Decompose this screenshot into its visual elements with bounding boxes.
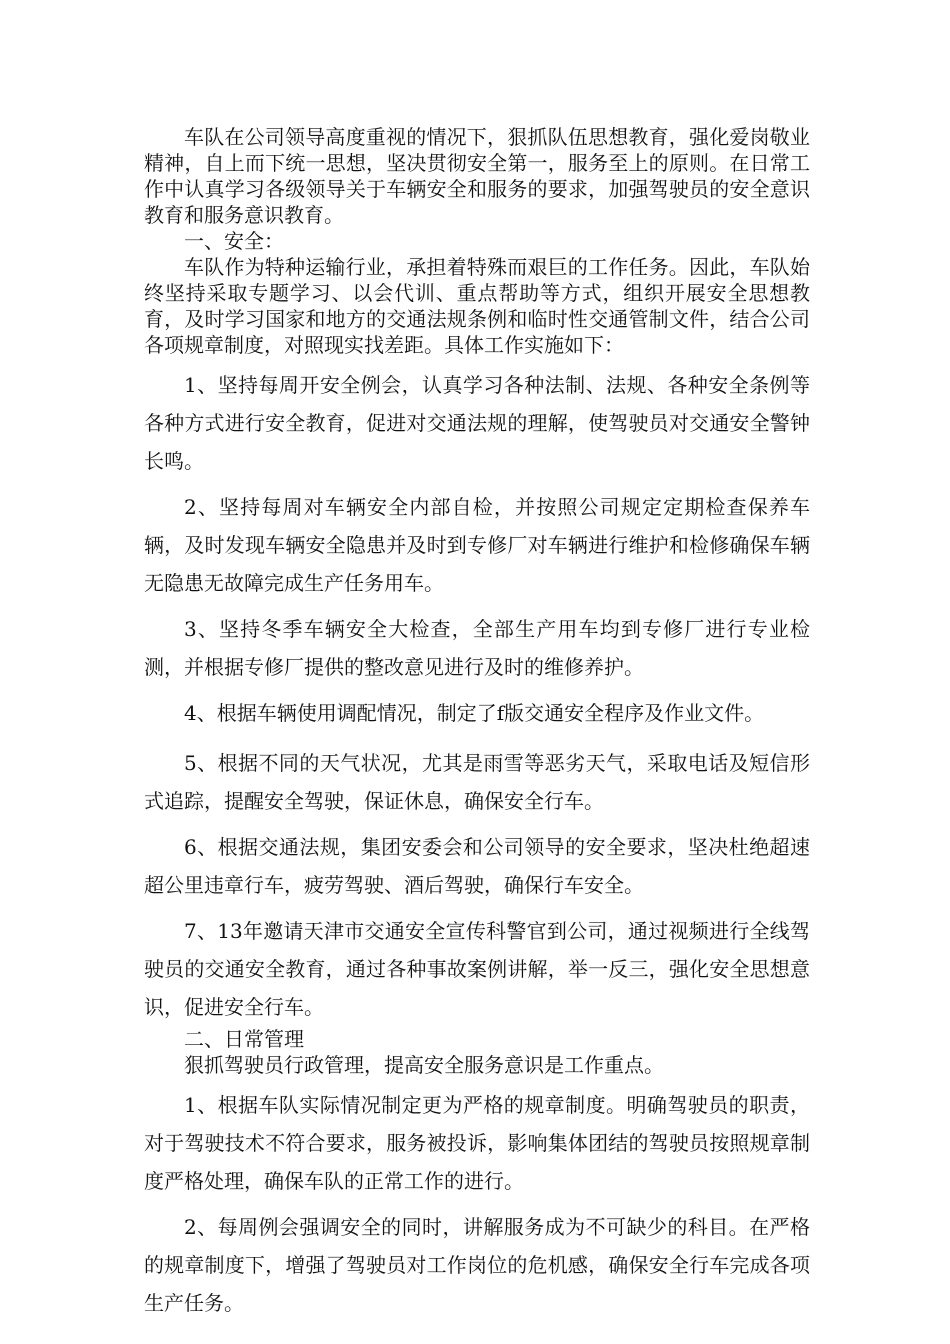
safety-item-5: 5、根据不同的天气状况，尤其是雨雪等恶劣天气，采取电话及短信形式追踪，提醒安全驾驶，保证休息，确保安全行车。: [144, 751, 810, 813]
safety-item-4: 4、根据车辆使用调配情况，制定了f版交通安全程序及作业文件。: [184, 701, 765, 725]
safety-item-2: 2、坚持每周对车辆安全内部自检，并按照公司规定定期检查保养车辆，及时发现车辆安全隐患并及时到专修厂对车辆进行维护和检修确保车辆无隐患无故障完成生产任务用车。: [144, 495, 810, 595]
daily-management-intro: 狠抓驾驶员行政管理，提高安全服务意识是工作重点。: [184, 1053, 664, 1077]
intro-paragraph: 车队在公司领导高度重视的情况下，狠抓队伍思想教育，强化爱岗敬业精神，自上而下统一思想，坚决贯彻安全第一，服务至上的原则。在日常工作中认真学习各级领导关于车辆安全和服务的要求，加强驾驶员的安全意识教育和服务意识教育。: [144, 125, 810, 227]
management-item-1: 1、根据车队实际情况制定更为严格的规章制度。明确驾驶员的职责，对于驾驶技术不符合要求，服务被投诉，影响集体团结的驾驶员按照规章制度严格处理，确保车队的正常工作的进行。: [144, 1093, 810, 1193]
safety-item-1: 1、坚持每周开安全例会，认真学习各种法制、法规、各种安全条例等各种方式进行安全教育，促进对交通法规的理解，使驾驶员对交通安全警钟长鸣。: [144, 373, 810, 473]
document-body: [144, 124, 810, 1322]
safety-item-3: 3、坚持冬季车辆安全大检查，全部生产用车均到专修厂进行专业检测，并根据专修厂提供的整改意见进行及时的维修养护。: [144, 617, 810, 679]
safety-item-6: 6、根据交通法规，集团安委会和公司领导的安全要求，坚决杜绝超速超公里违章行车，疲劳驾驶、酒后驾驶，确保行车安全。: [144, 835, 810, 897]
safety-intro-paragraph: 车队作为特种运输行业，承担着特殊而艰巨的工作任务。因此，车队始终坚持采取专题学习、以会代训、重点帮助等方式，组织开展安全思想教育，及时学习国家和地方的交通法规条例和临时性交通管制文件，结合公司各项规章制度，对照现实找差距。具体工作实施如下：: [144, 255, 810, 357]
safety-item-7: 7、13年邀请天津市交通安全宣传科警官到公司，通过视频进行全线驾驶员的交通安全教育，通过各种事故案例讲解，举一反三，强化安全思想意识，促进安全行车。: [144, 919, 810, 1019]
management-item-2: 2、每周例会强调安全的同时，讲解服务成为不可缺少的科目。在严格的规章制度下，增强了驾驶员对工作岗位的危机感，确保安全行车完成各项生产任务。: [144, 1215, 810, 1315]
section-heading-safety: 一、安全：: [184, 229, 284, 253]
section-heading-daily-management: 二、日常管理: [184, 1027, 304, 1051]
